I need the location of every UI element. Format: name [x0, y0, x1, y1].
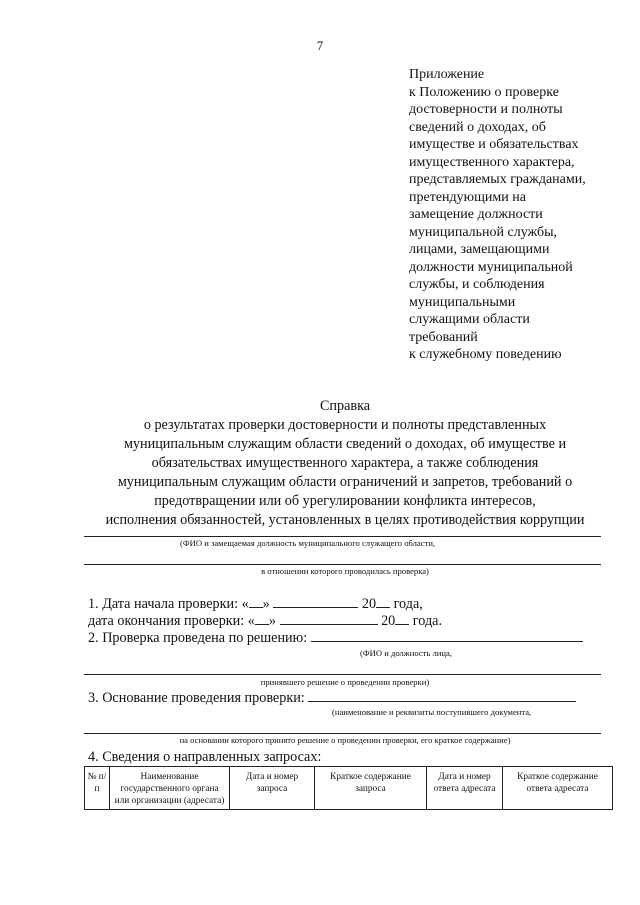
decision-input[interactable]: [311, 629, 583, 642]
subtitle-line: муниципальным служащим области ограничений и запретов, требований о: [117, 474, 573, 490]
decision-fio-caption: (ФИО и должность лица,: [360, 648, 452, 658]
end-date-quote-close: »: [268, 613, 276, 629]
basis-row: [88, 689, 576, 707]
col-header-answer-date: Дата и номер ответа адресата: [427, 767, 503, 810]
appendix-line: представляемых гражданами,: [409, 172, 586, 187]
certificate-title: Справка: [319, 398, 371, 414]
basis-input[interactable]: [308, 689, 576, 702]
start-year-prefix: 20: [361, 596, 377, 612]
decision-row: [88, 629, 583, 647]
appendix-line: муниципальной службы,: [409, 224, 558, 240]
fio-position-caption: (ФИО и замещаемая должность муниципального служащего области,: [180, 538, 436, 548]
appendix-line: Приложение: [409, 67, 485, 82]
requests-table: [84, 766, 613, 810]
end-day-input[interactable]: [255, 612, 269, 625]
subtitle-line: предотвращении или об урегулировании конфликта интересов,: [154, 493, 536, 509]
appendix-line: служащими области: [409, 312, 530, 327]
appendix-line: достоверности и полноты: [409, 102, 563, 117]
start-date-quote-open: «: [241, 596, 249, 612]
col-header-addressee: Наименование государственного органа или организации (адресата): [110, 767, 230, 810]
appendix-line: сведений о доходах, об: [409, 119, 546, 135]
decision-made-caption: принявшего решение о проведении проверки): [260, 677, 430, 687]
basis-line: [84, 733, 601, 734]
appendix-line: службы, и соблюдения: [409, 277, 545, 292]
appendix-heading: [409, 66, 586, 364]
appendix-line: имуществе и обязательствах: [409, 137, 579, 152]
certificate-title-block: [60, 397, 630, 530]
decision-line: [84, 674, 601, 675]
subtitle-line: обязательствах имущественного характера, а также соблюдения: [151, 455, 539, 471]
col-header-request-summary: Краткое содержание запроса: [315, 767, 427, 810]
doc-basis-caption: на основании которого принято решение о проведении проверки, его краткое содержание): [179, 735, 511, 745]
end-month-input[interactable]: [280, 612, 378, 625]
page-number: 7: [316, 38, 324, 53]
basis-label: 3. Основание проведения проверки:: [88, 690, 305, 706]
col-header-answer-summary: Краткое содержание ответа адресата: [503, 767, 613, 810]
start-date-quote-close: »: [262, 596, 270, 612]
start-year-suffix: года,: [393, 596, 423, 612]
appendix-line: муниципальными: [409, 294, 516, 310]
col-header-number: № п/п: [85, 767, 110, 810]
appendix-line: к служебному поведению: [409, 347, 562, 362]
appendix-line: к Положению о проверке: [409, 84, 559, 100]
start-day-input[interactable]: [249, 595, 263, 608]
fio-line: [84, 536, 601, 537]
doc-name-caption: (наименование и реквизиты поступившего документа,: [332, 707, 532, 717]
requests-label: 4. Сведения о направленных запросах:: [88, 749, 322, 765]
start-year-input[interactable]: [376, 595, 390, 608]
subject-caption: в отношении которого проводилась проверка): [261, 566, 429, 576]
subtitle-line: муниципальным служащим области сведений о доходах, об имуществе и: [123, 436, 567, 452]
appendix-line: должности муниципальной: [409, 259, 573, 275]
subject-line: [84, 564, 601, 565]
end-year-suffix: года.: [412, 613, 443, 629]
start-date-row: [88, 595, 423, 613]
end-year-input[interactable]: [395, 612, 409, 625]
subtitle-line: исполнения обязанностей, установленных в целях противодействия коррупции: [105, 512, 585, 528]
col-header-request-date: Дата и номер запроса: [230, 767, 315, 810]
start-date-label: 1. Дата начала проверки:: [88, 596, 239, 612]
start-month-input[interactable]: [273, 595, 358, 608]
appendix-line: имущественного характера,: [409, 154, 575, 170]
subtitle-line: о результатах проверки достоверности и полноты представленных: [143, 417, 547, 433]
appendix-line: замещение должности: [409, 207, 543, 222]
certificate-subtitle: [60, 416, 630, 530]
end-date-row: [88, 612, 442, 630]
appendix-line: требований: [409, 329, 478, 345]
appendix-line: претендующими на: [409, 189, 526, 205]
decision-label: 2. Проверка проведена по решению:: [88, 630, 308, 646]
end-date-label: дата окончания проверки:: [88, 613, 245, 629]
appendix-line: лицами, замещающими: [409, 242, 550, 257]
end-year-prefix: 20: [381, 613, 396, 629]
end-date-quote-open: «: [247, 613, 255, 629]
